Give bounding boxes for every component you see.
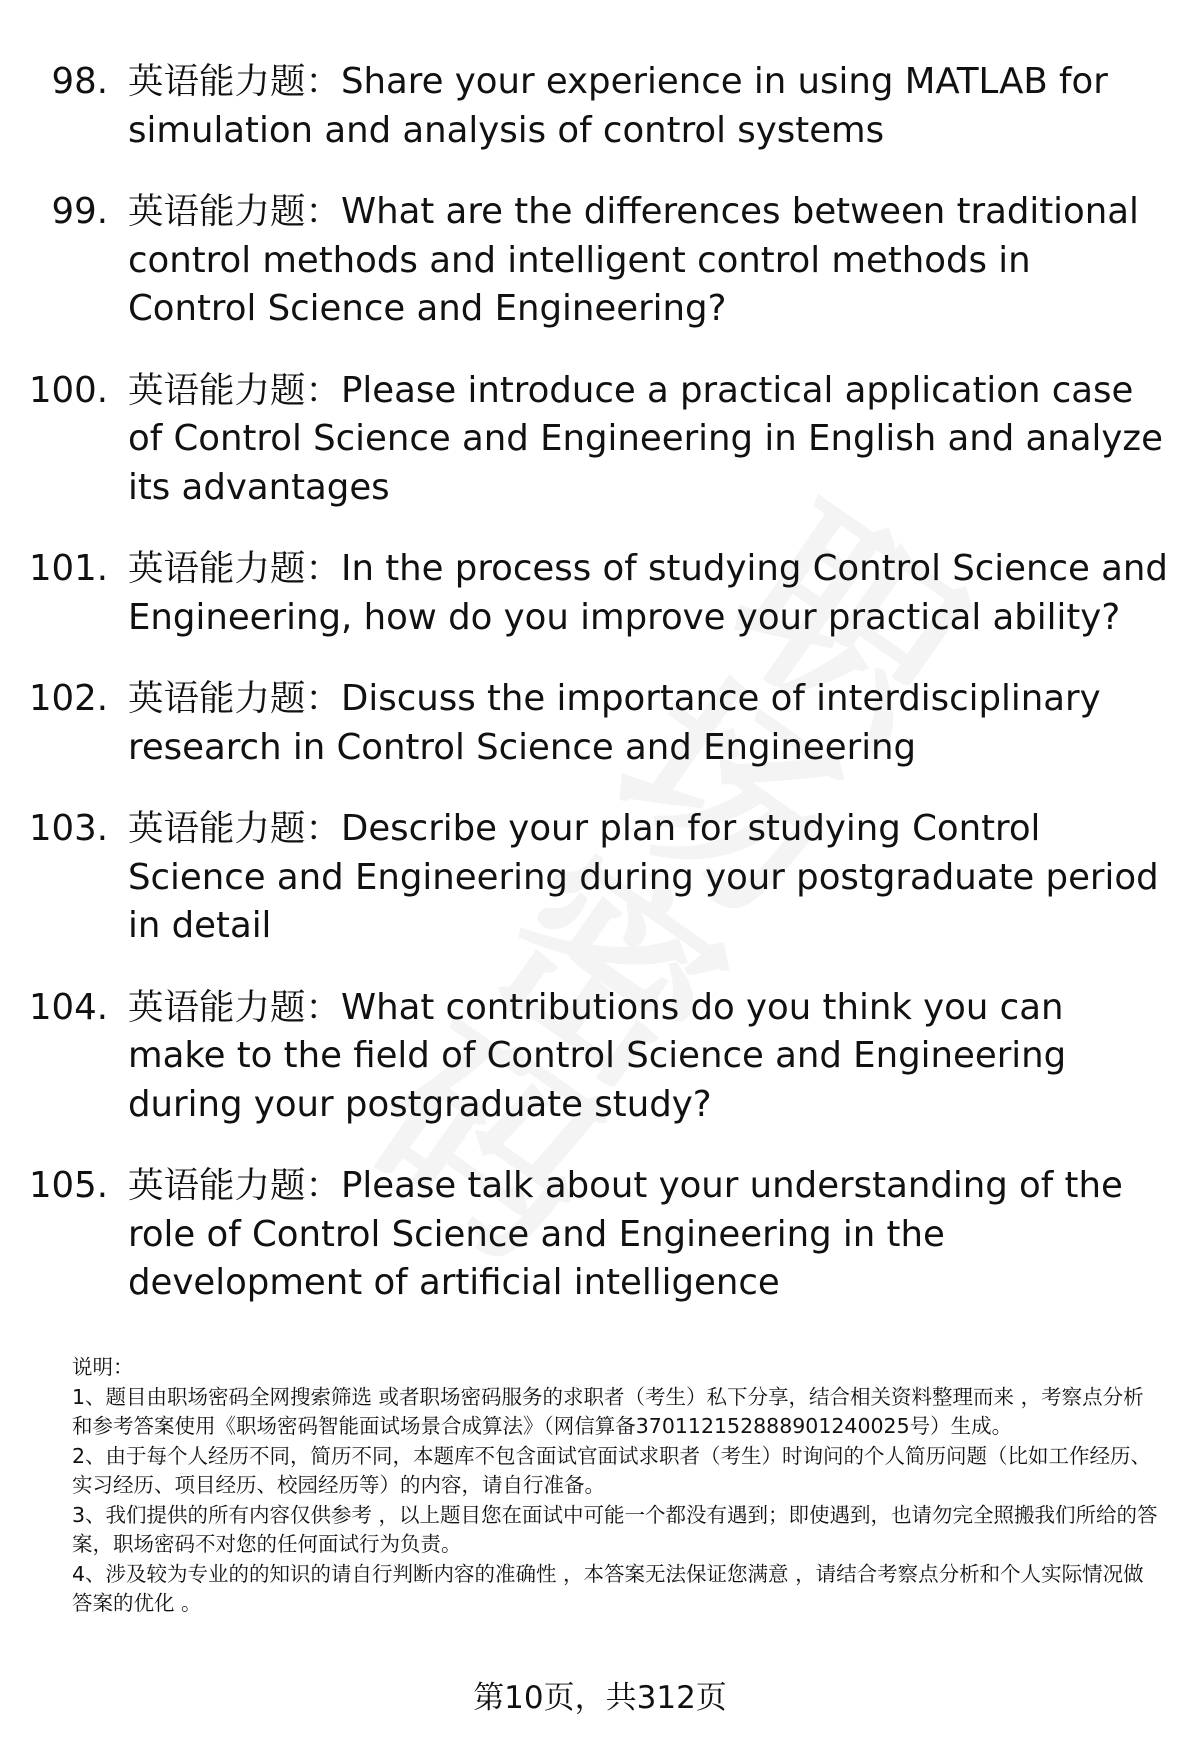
question-number: 103. [28,808,108,849]
question-item [0,367,1200,513]
question-text: 英语能力题：In the process of studying Control Science and Engineering, how do you improve your practical ability? [128,548,1168,638]
question-item [0,984,1200,1130]
page-number: 第10页，共312页 [473,1680,727,1716]
question-item [0,188,1200,334]
question-text: 英语能力题：What contributions do you think you can make to the field of Control Science and Engineering during your postgraduate study? [128,986,1067,1125]
question-number: 100. [28,369,108,411]
note-item: 2、由于每个人经历不同，简历不同，本题库不包含面试官面试求职者（考生）时询问的个人简历问题（比如工作经历、实习经历、项目经历、校园经历等）的内容，请自行准备。 [72,1443,1152,1497]
question-item [0,675,1200,772]
question-text: 英语能力题：What are the differences between traditional control methods and intelligent control methods in Control Science and Engineering? [128,191,1139,329]
question-item [0,545,1200,642]
question-number: 102. [28,678,108,719]
question-item [0,58,1200,155]
question-text: 英语能力题：Share your experience in using MATLAB for simulation and analysis of control systems [128,61,1108,151]
question-list [0,58,1200,1341]
question-item [0,1162,1200,1308]
notes-section [72,1353,1162,1619]
question-number: 99. [51,191,108,232]
question-text: 英语能力题：Describe your plan for studying Control Science and Engineering during your postgraduate period in detail [128,808,1159,946]
question-number: 98. [51,61,108,102]
question-item [0,805,1200,951]
question-number: 104. [28,986,108,1028]
question-text: 英语能力题：Please talk about your understanding of the role of Control Science and Engineering in the development of artificial intelligence [128,1165,1123,1303]
note-item: 3、我们提供的所有内容仅供参考 ，以上题目您在面试中可能一个都没有遇到；即使遇到，也请勿完全照搬我们所给的答案，职场密码不对您的任何面试行为负责。 [72,1502,1158,1556]
note-item: 1、题目由职场密码全网搜索筛选 或者职场密码服务的求职者（考生）私下分享，结合相关资料整理而来 ，考察点分析和参考答案使用《职场密码智能面试场景合成算法》（网信算备370112152888901240025号）生成。 [72,1384,1144,1438]
question-text: 英语能力题：Discuss the importance of interdisciplinary research in Control Science and Engineering [128,678,1101,768]
question-number: 105. [28,1165,108,1206]
question-number: 101. [28,548,108,589]
notes-heading: 说明： [72,1355,134,1379]
question-text: 英语能力题：Please introduce a practical application case of Control Science and Engineering in English and analyze its advantages [128,369,1163,508]
note-item: 4、涉及较为专业的的知识的请自行判断内容的准确性 ，本答案无法保证您满意 ，请结合考察点分析和个人实际情况做答案的优化 。 [72,1561,1144,1615]
